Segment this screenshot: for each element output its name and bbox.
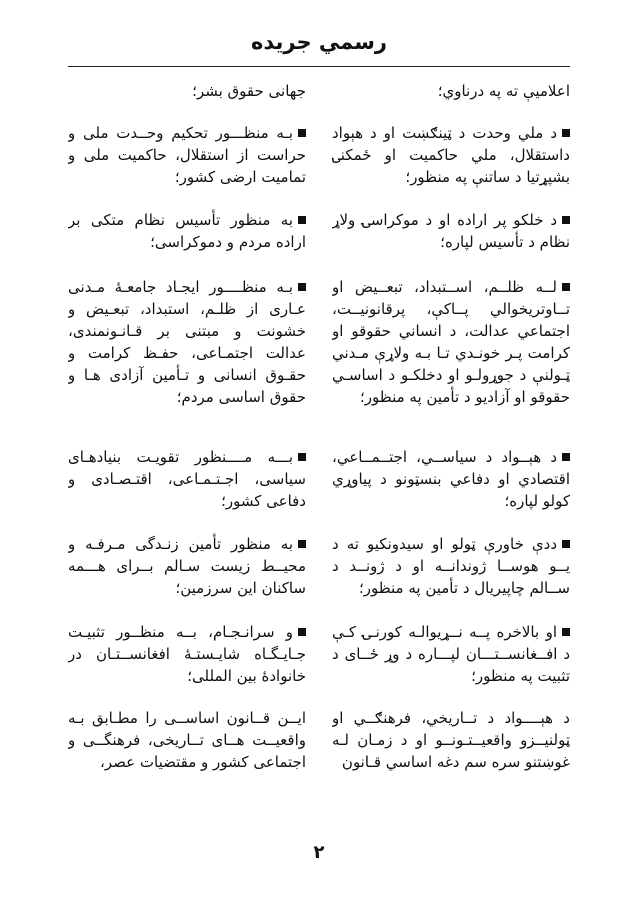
bullet-square-icon [562, 628, 570, 636]
left-paragraph-2: بـه منظـــور تحکیم وحــدت ملی و حراست از استقلال، حاکمیت ملی و تمامیت ارضی کشور؛ [68, 124, 306, 186]
bullet-square-icon [562, 216, 570, 224]
bullet-square-icon [298, 540, 306, 548]
left-paragraph-4: بـه منظــــور ایجـاد جامعـۀ مـدنی عـاری از ظلـم، استبداد، تبعـیض و خشونت و مبتنی بر قـانـونمندی، عدالت اجتمـاعی، حفـظ کرامت و حقـوق انسانی و تـأمین آزادی هـا و حقوق اساسی مردم؛ [68, 278, 306, 406]
bullet-square-icon [562, 129, 570, 137]
right-paragraph-7: او بالاخره پــه نــړيوالـه کورنـۍ کـې د افــغانســتـــان لپـــاره د وړ ځــاى د تثبيت په منظور؛ [332, 623, 570, 685]
left-paragraph-7: و سرانـجـام، بــه منظــور تثبیـت جـایـگـاه شایـستـۀ افغانســتـان در خانوادۀ بین المللی؛ [68, 623, 306, 685]
right-paragraph-6: ددې خاورې ټولو او سيدونکيو ته د يــو هوســا ژوندانــه او د ژونــد د ســالم چاپيريال د تأمين په منظور؛ [332, 535, 570, 597]
right-paragraph-1: اعلاميې ته په درناوي؛ [437, 82, 570, 100]
left-paragraph-1: جهانی حقوق بشر؛ [192, 82, 306, 100]
bullet-square-icon [562, 453, 570, 461]
right-paragraph-5: د هېــواد د سياســي، اجتــمــاعي، اقتصادي او دفاعي بنسټونو د پياوړي کولو لپاره؛ [332, 448, 570, 510]
bullet-square-icon [298, 283, 306, 291]
bullet-square-icon [298, 453, 306, 461]
right-paragraph-3: د خلکو پر اراده او د موکراسۍ ولاړ نظام د تأسيس لپاره؛ [332, 211, 570, 251]
left-paragraph-5: بـــه مــــنظور تقويـت بنيادهـای سیاسی، اجـتـمـاعی، اقتـصـادی و دفاعی کشور؛ [68, 448, 306, 510]
page-header-title: رسمي جريده [251, 30, 387, 54]
left-paragraph-3: به منظور تأسیس نظام متکی بر اراده مردم و دموکراسی؛ [68, 211, 306, 251]
bullet-square-icon [562, 540, 570, 548]
bullet-square-icon [298, 129, 306, 137]
right-paragraph-4: لــه ظلــم، اســتبداد، تبعــيض او تــاوتريخوالي پــاکې، پرقانونيــت، اجتماعي عدالت، د انساني حقوقو او کرامت پـر خونـدي تـا بـه ولاړې مـدني ټـولنې د جوړولـو او دخلکـو د اساسـي حقوقو او آزاديو د تأمين په منظور؛ [332, 278, 570, 406]
bullet-square-icon [562, 283, 570, 291]
page-number: ٢ [313, 842, 325, 863]
left-paragraph-8: ایــن قــانون اساســی را مطـابق بـه واقعیــت هــای تــاريخی، فرهنگــی و اجتماعی کشور و مقتضیات عصر، [68, 709, 306, 771]
right-paragraph-2: د ملي وحدت د ټينګښت او د هېواد داستقلال، ملي حاکميت او ځمکنۍ بشپړتيا د ساتنې په منظور؛ [332, 124, 570, 186]
left-paragraph-6: به منظور تأمین زنـدگی مـرفـه و محیــط زیست سـالم بــرای هـــمه ساکنان این سرزمین؛ [68, 535, 306, 597]
bullet-square-icon [298, 216, 306, 224]
header-divider [68, 66, 570, 67]
right-paragraph-8: د هېــــواد د تــاريخي، فرهنګــي او ټولنيــزو واقعيــتـونــو او د زمـان لـه غوښتنو سره سم دغه اساسي قـانون [332, 709, 570, 771]
bullet-square-icon [298, 628, 306, 636]
two-column-body [68, 80, 570, 832]
